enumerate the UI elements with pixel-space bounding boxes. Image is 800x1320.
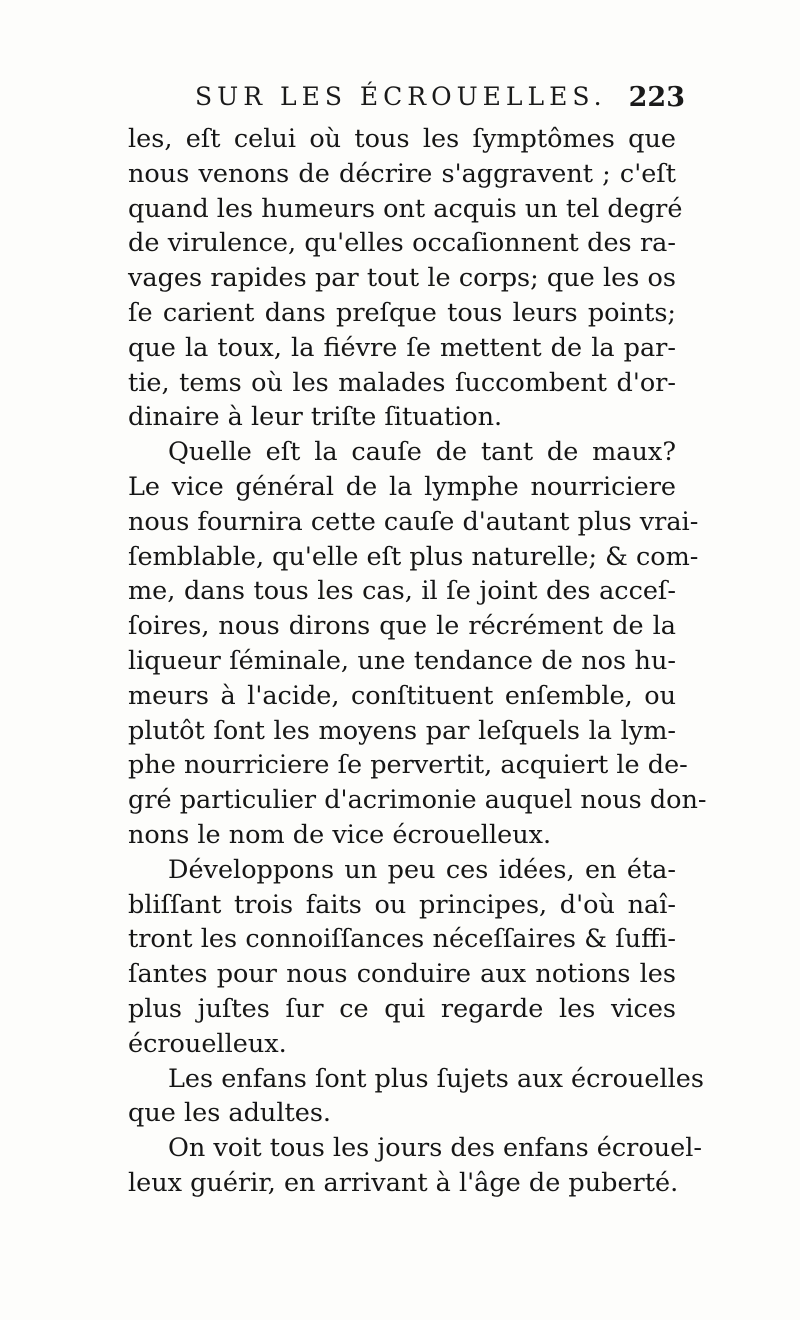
text-line: nous venons de décrire s'aggravent ; c'eſt [128,158,676,189]
text-line: meurs à l'acide, conſtituent enſemble, ou [128,680,676,711]
paragraph-start: On voit tous les jours des enfans écrouel- [168,1133,702,1164]
text-line: phe nourriciere ſe pervertit, acquiert le de- [128,750,688,781]
running-title: SUR LES ÉCROUELLES. [195,82,607,111]
text-line: vages rapides par tout le corps; que les os [128,263,676,294]
text-line: ſantes pour nous conduire aux notions les [128,959,676,990]
text-line: me, dans tous les cas, il ſe joint des acceſ- [128,576,676,607]
text-line: nous fournira cette cauſe d'autant plus vrai- [128,506,699,537]
text-line: nons le nom de vice écrouelleux. [128,819,552,850]
page-header [195,82,685,118]
text-line: leux guérir, en arrivant à l'âge de puberté. [128,1167,679,1198]
text-line: ſoires, nous dirons que le récrément de la [128,611,676,642]
paragraph-start: Développons un peu ces idées, en éta- [168,854,676,885]
text-line: bliſſant trois faits ou principes, d'où naî- [128,889,676,920]
text-line: que la toux, la fiévre ſe mettent de la par- [128,332,676,363]
text-line: plutôt ſont les moyens par leſquels la lym- [128,715,676,746]
text-line: ſe carient dans preſque tous leurs points; [128,297,676,328]
text-line: plus juſtes ſur ce qui regarde les vices [128,993,676,1024]
text-line: les, eſt celui où tous les ſymptômes que [128,124,676,154]
text-line: tie, tems où les malades ſuccombent d'or- [128,367,676,398]
text-line: dinaire à leur triſte ſituation. [128,402,503,433]
page-number: 223 [628,82,685,113]
paragraph-start: Les enfans ſont plus ſujets aux écrouelles [168,1063,704,1094]
text-line: quand les humeurs ont acquis un tel degré [128,193,683,224]
text-line: écrouelleux. [128,1028,287,1059]
text-line: ſemblable, qu'elle eſt plus naturelle; & com- [128,541,699,572]
body-text [128,122,707,1201]
text-line: Le vice général de la lymphe nourriciere [128,471,676,502]
text-line: gré particulier d'acrimonie auquel nous don- [128,785,707,816]
paragraph-start: Quelle eſt la cauſe de tant de maux? [168,437,676,468]
text-line: liqueur ſéminale, une tendance de nos hu- [128,645,676,676]
text-line: tront les connoiſſances néceſſaires & ſuffi- [128,924,676,955]
text-line: de virulence, qu'elles occaſionnent des ra- [128,228,676,259]
text-line: que les adultes. [128,1098,332,1129]
